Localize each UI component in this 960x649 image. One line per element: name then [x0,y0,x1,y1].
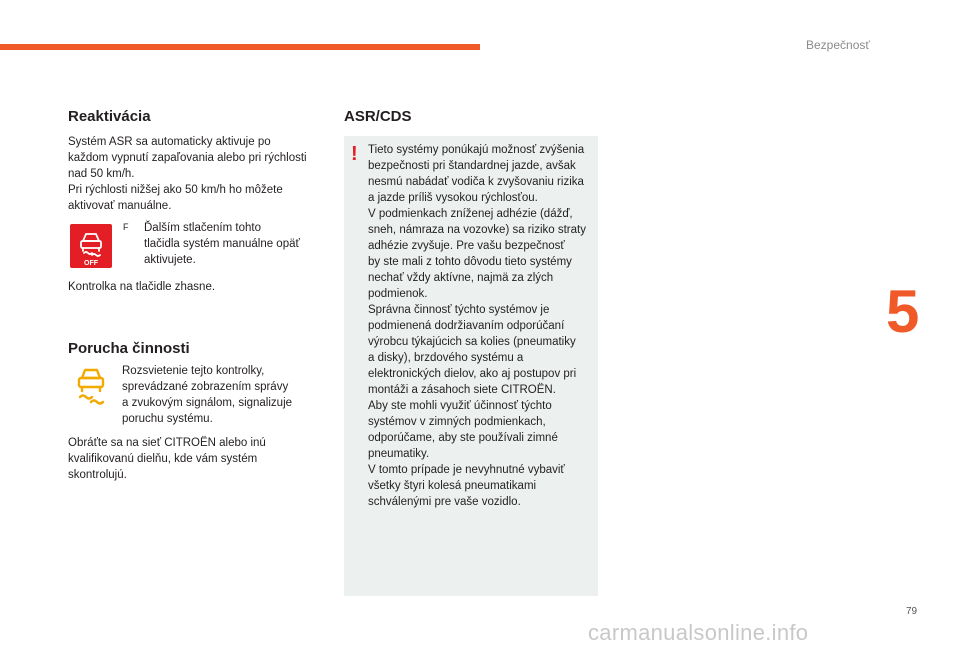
asr-off-button-icon [70,224,112,268]
reactivation-bullet-text: Ďalším stlačením tohto tlačidla systém manuálne opäť aktivujete. [144,222,300,266]
malfunction-heading: Porucha činnosti [68,340,190,357]
reactivation-paragraph: Systém ASR sa automaticky aktivuje po každom vypnutí zapaľovania alebo pri rýchlosti nad 50 km/h. Pri rýchlosti nižšej ako 50 km/h ho môžete aktivovať manuálne. [68,136,307,212]
asr-cds-warning-text: Tieto systémy ponúkajú možnosť zvýšenia bezpečnosti pri štandardnej jazde, avšak nesmú nabádať vodiča k zvyšovaniu rizika a jazde príliš vysokou rýchlosťou. V podmienkach zníženej adhézie (dážď, sneh, námraza na vozovke) sa riziko straty adhézie zvyšuje. Pre vašu bezpečnosť by ste mali z tohto dôvodu tieto systémy nechať vždy aktívne, najmä za zlých podmienok. Správna činnosť týchto systémov je podmienená dodržiavaním odporúčaní výrobcu týkajúcich sa kolies (pneumatiky a disky), brzdového systému a elektronických dielov, ako aj postupov pri montáži a zásahoch siete CITROËN. Aby ste mohli využiť účinnosť týchto systémov v zimných podmienkach, odporúčame, aby ste používali zimné pneumatiky. V tomto prípade je nevyhnutné vybaviť všetky štyri kolesá pneumatikami schválenými pre vaše vozidlo. [368,144,586,508]
section-name: Bezpečnosť [806,38,870,52]
bullet-marker: F [123,222,129,232]
lamp-off-text: Kontrolka na tlačidle zhasne. [68,281,216,293]
off-label: OFF [84,260,98,267]
page-number: 79 [906,606,918,617]
header-accent-bar [0,44,480,50]
chapter-number: 5 [886,278,920,345]
reactivation-heading: Reaktivácia [68,108,151,125]
malfunction-description: Rozsvietenie tejto kontrolky, sprevádzané zobrazením správy a zvukovým signálom, signalizuje poruchu systému. [122,365,293,425]
contact-dealer-text: Obráťte sa na sieť CITROËN alebo inú kvalifikovanú dielňu, kde vám systém skontrolujú. [68,437,266,481]
watermark: carmanualsonline.info [588,620,809,645]
asr-cds-heading: ASR/CDS [344,108,412,125]
warning-exclamation-icon: ! [351,143,358,165]
asr-warning-icon [74,364,108,406]
